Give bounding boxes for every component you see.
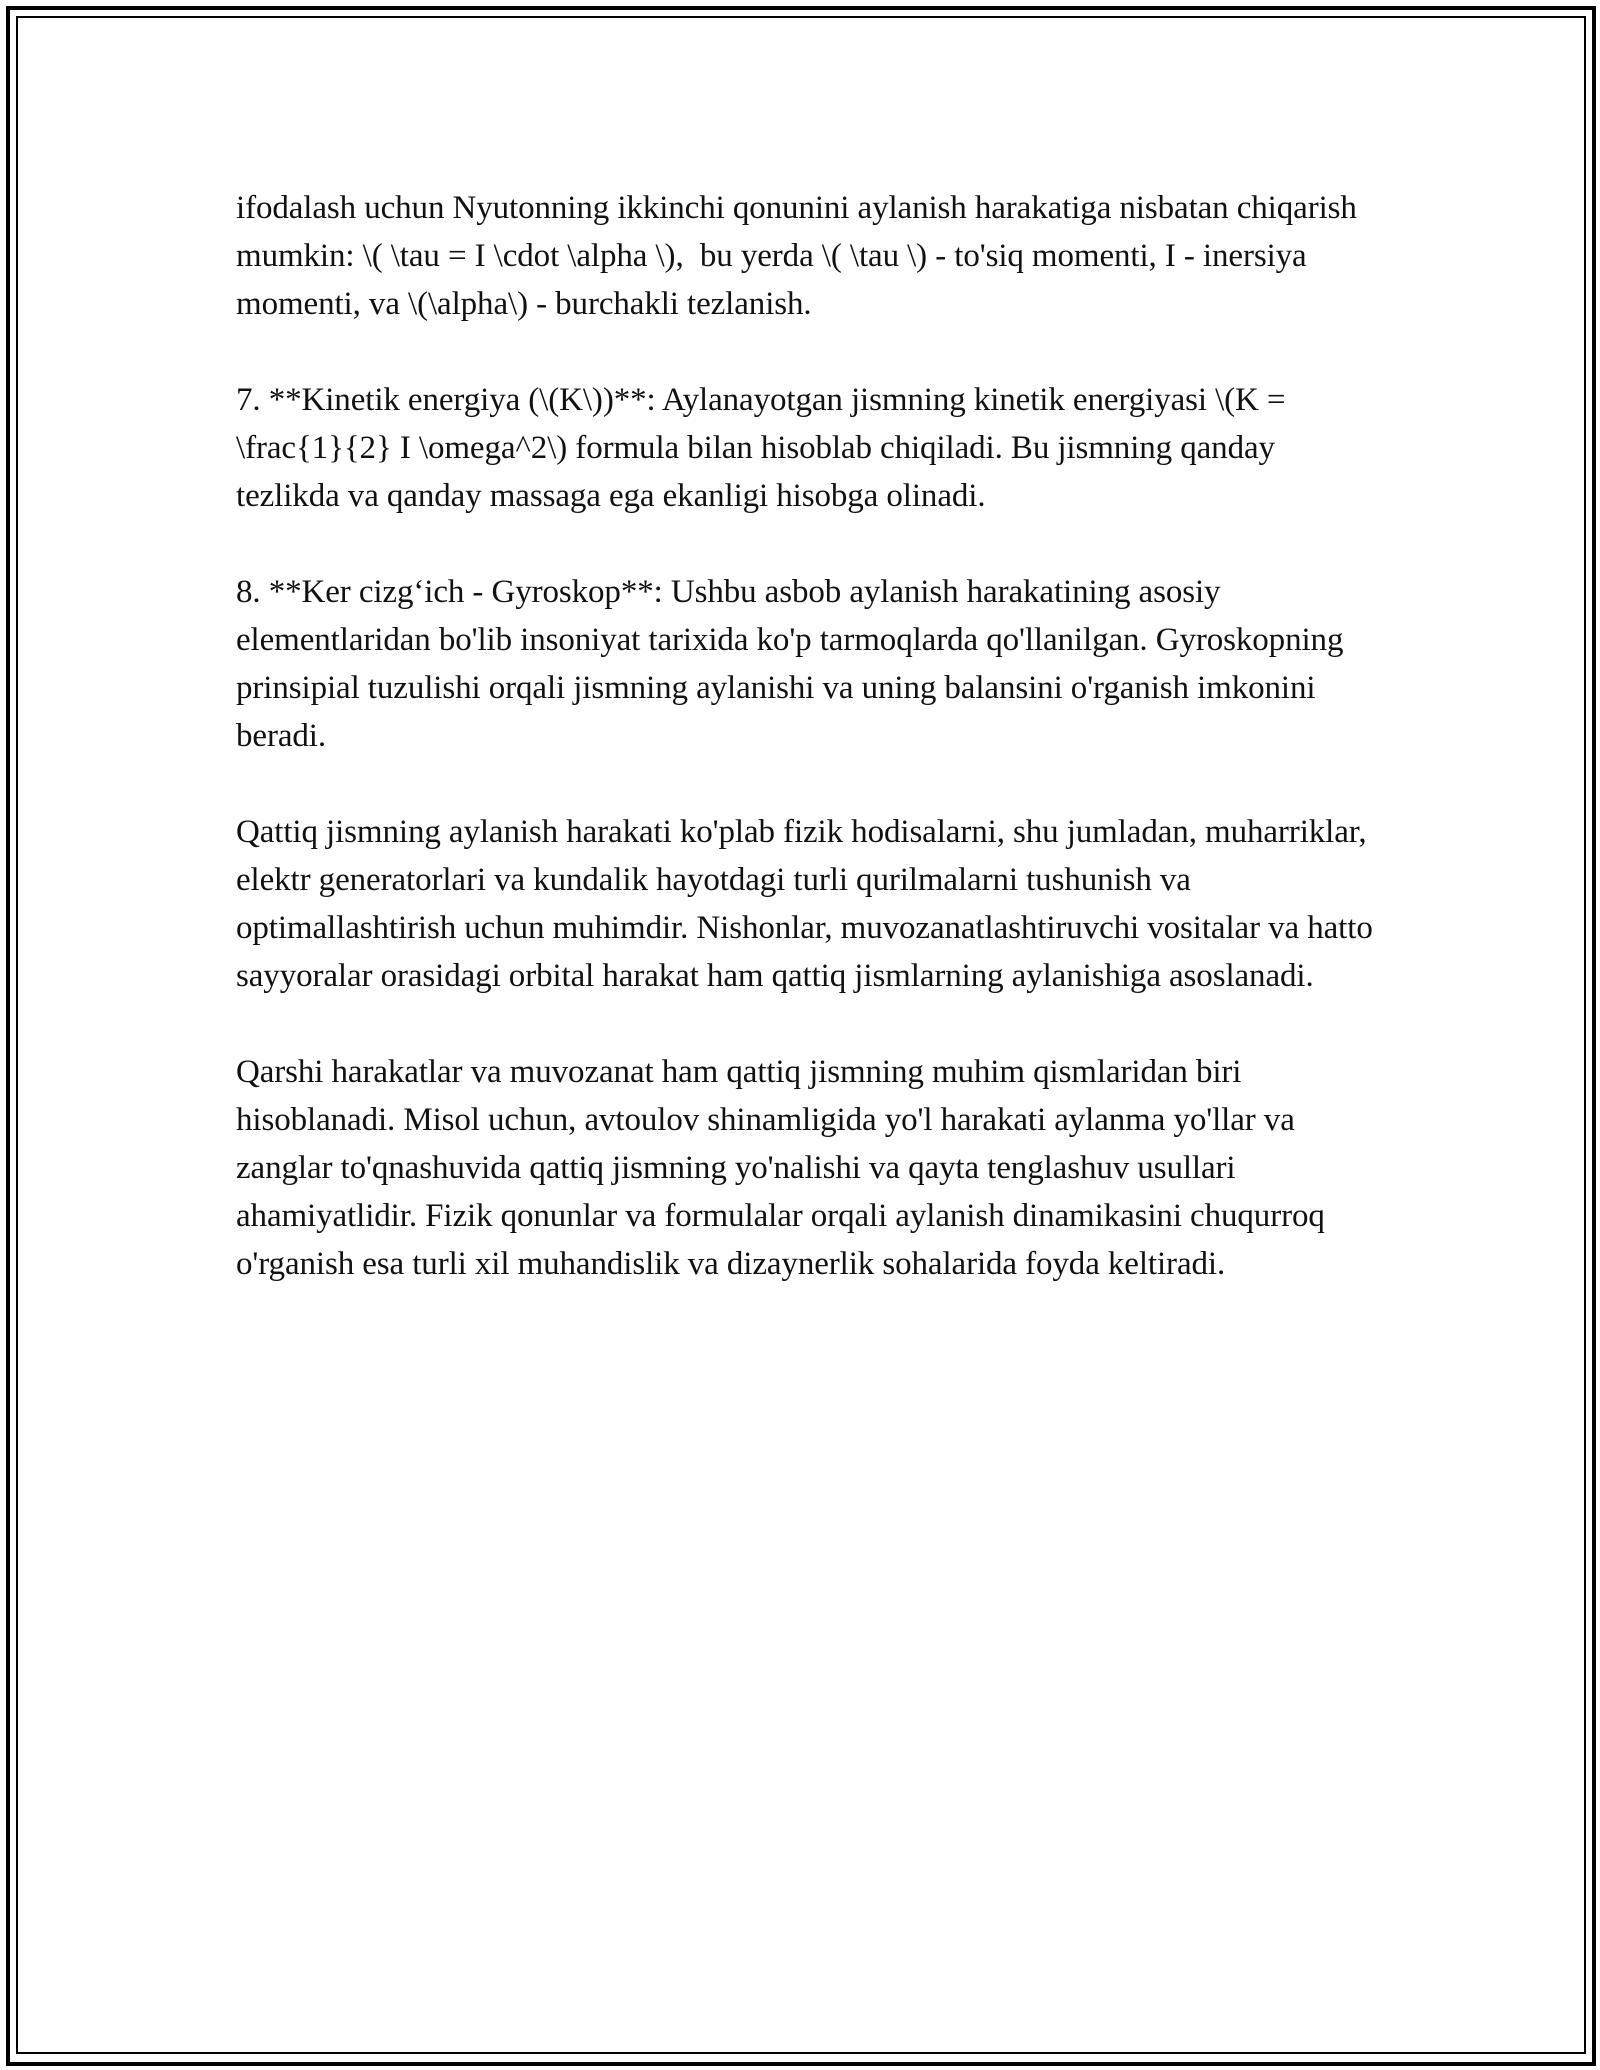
paragraph-counter-motion-balance: Qarshi harakatlar va muvozanat ham qattiq jismning muhim qismlaridan biri hisoblanadi. Misol uchun, avtoulov shinamligida yo'l harakati aylanma yo'llar va zanglar to'qnashuvida qattiq jismning yo'nalishi va qayta tenglashuv usullari ahamiyatlidir. Fizik qonunlar va formulalar orqali aylanish dinamikasini chuqurroq o'rganish esa turli xil muhandislik va dizaynerlik sohalarida foyda keltiradi. xyxy=(236,1054,1333,1282)
paragraph-kinetic-energy: 7. **Kinetik energiya (\(K\))**: Aylanayotgan jismning kinetik energiyasi \(K = \frac{1}{2} I \omega^2\) formula bilan hisoblab chiqiladi. Bu jismning qanday tezlikda va qanday massaga ega ekanligi hisobga olinadi. xyxy=(236,382,1294,514)
paragraph-newton-second-law-rotation: ifodalash uchun Nyutonning ikkinchi qonunini aylanish harakatiga nisbatan chiqarish mumkin: \( \tau = I \cdot \alpha \), bu yerda \( \tau \) - to'siq momenti, I - inersiya momenti, va \(\alpha\) - burchakli tezlanish. xyxy=(236,190,1365,322)
paragraph-gyroscope: 8. **Ker cizg‘ich - Gyroskop**: Ushbu asbob aylanish harakatining asosiy elementlaridan bo'lib insoniyat tarixida ko'p tarmoqlarda qo'llanilgan. Gyroskopning prinsipial tuzulishi orqali jismning aylanishi va uning balansini o'rganish imkonini beradi. xyxy=(236,574,1352,754)
paragraph-rigid-body-rotation-importance: Qattiq jismning aylanish harakati ko'plab fizik hodisalarni, shu jumladan, muharriklar, elektr generatorlari va kundalik hayotdagi turli qurilmalarni tushunish va optimallashtirish uchun muhimdir. Nishonlar, muvozanatlashtiruvchi vositalar va hatto sayyoralar orasidagi orbital harakat ham qattiq jismlarning aylanishiga asoslanadi. xyxy=(236,814,1381,994)
document-body xyxy=(236,184,1381,1288)
